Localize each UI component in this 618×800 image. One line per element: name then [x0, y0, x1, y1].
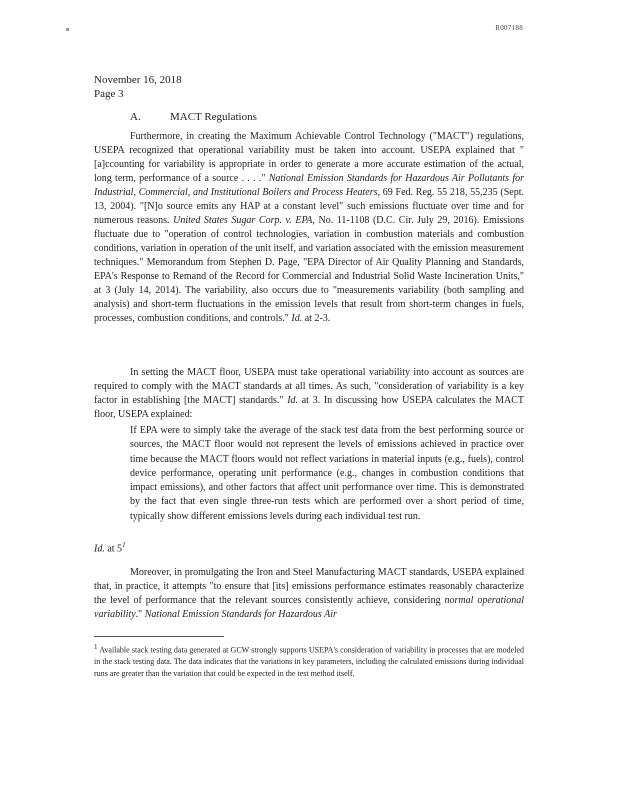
footnote-divider	[94, 636, 224, 637]
block-quote: If EPA were to simply take the average of the stack test data from the best performing source or sources, the MACT floor would not represent the levels of emissions achieved in practice over time because the MACT floors would not reflect variations in material inputs (e.g., fuels), control device performance, operating unit performance (e.g., changes in combustion conditions that impact emissions), and other factors that affect unit performance over time. This is demonstrated by the fact that even single three-run tests which are performed over a short period of time, typically show different emissions levels during each individual test run.	[130, 425, 524, 522]
paragraph-mact-floor: In setting the MACT floor, USEPA must take operational variability into account as sources are required to comply with the MACT standards at all times. As such, "consideration of variability is a key factor in establishing [the MACT] standards." Id. at 3. In discussing how USEPA calculates the MACT floor, USEPA explained:	[94, 367, 524, 420]
document-id: R007188	[495, 24, 523, 32]
footnote-reference: 1	[122, 541, 126, 549]
quote-citation: Id. at $5^1$	[94, 541, 126, 555]
paragraph-iron-steel: Moreover, in promulgating the Iron and Steel Manufacturing MACT standards, USEPA explained that, in practice, it attempts "to ensure that [its] emissions performance estimates reasonably characterize the level of performance that the relevant sources consistently achieve, considering normal operational variability." National Emission Standards for Hazardous Air	[94, 567, 524, 620]
scan-mark	[66, 28, 69, 31]
paragraph-mact-variability: Furthermore, in creating the Maximum Achievable Control Technology ("MACT") regulations, USEPA recognized that operational variability must be taken into account. USEPA explained that "[a]ccounting for variability is appropriate in order to generate a more accurate estimation of the actual, long term, performance of a source . . . ." National Emission Standards for Hazardous Air Pollutants for Industrial, Commercial, and Institutional Boilers and Process Heaters, 69 Fed. Reg. 55 218, 55,235 (Sept. 13, 2004). "[N]o source emits any HAP at a constant level" such emissions fluctuate over time and for numerous reasons. United States Sugar Corp. v. EPA, No. 11-1108 (D.C. Cir. July 29, 2016). Emissions fluctuate due to "operation of control technologies, variation in combustion materials and combustion conditions, variation in operation of the unit itself, and variation associated with the emission measurement techniques." Memorandum from Stephen D. Page, "EPA Director of Air Quality Planning and Standards, EPA's Response to Remand of the Record for Commercial and Industrial Solid Waste Incineration Units," at 3 (July 14, 2014). The variability, also occurs due to "measurements variability (both sampling and analysis) and short-term fluctuations in the emission levels that result from short-term changes in fuels, processes, combustion conditions, and controls." Id. at 2-3.	[94, 131, 525, 324]
section-letter: A.	[130, 111, 141, 123]
section-title: MACT Regulations	[170, 111, 257, 123]
footnote-number: 1	[94, 643, 98, 651]
footnote	[94, 642, 524, 679]
page-number: Page 3	[94, 88, 124, 100]
section-heading	[130, 111, 257, 123]
footnote-text: Available stack testing data generated at GCW strongly supports USEPA's consideration of variability in processes that are modeled in the stack testing data. The data indicates that the variations in key parameters, including the calculated emissions during individual runs are greater than the variation that could be expected in the test method itself.	[94, 645, 524, 678]
letter-date: November 16, 2018	[94, 74, 182, 86]
